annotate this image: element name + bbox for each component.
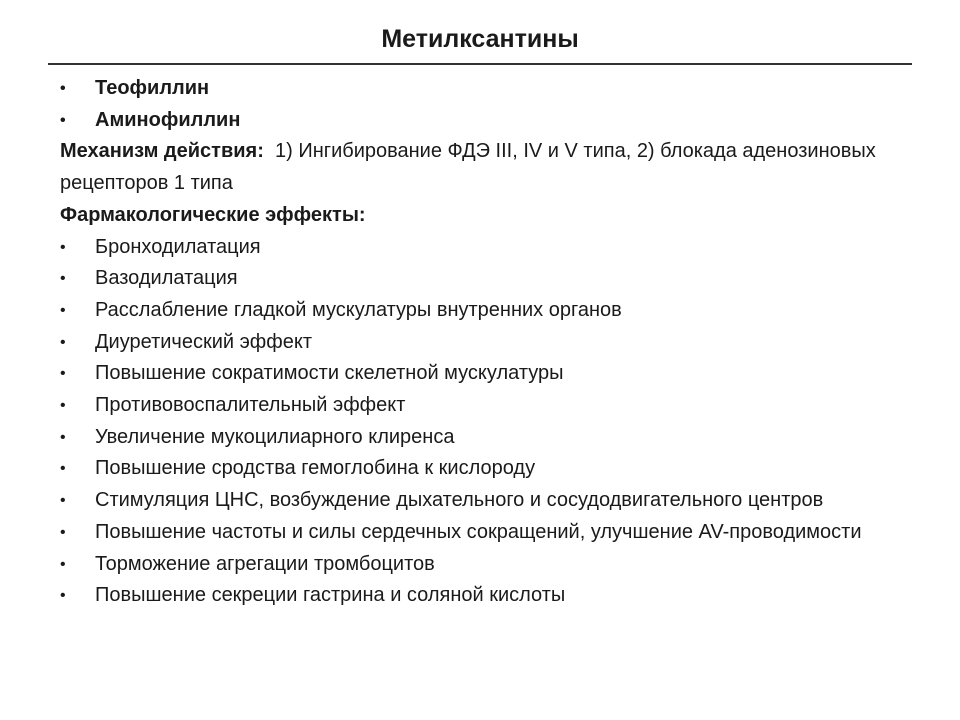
effect-text: Повышение частоты и силы сердечных сокращений, улучшение AV-проводимости bbox=[95, 520, 862, 543]
bullet-icon: • bbox=[60, 111, 66, 129]
mechanism-label: Механизм действия: bbox=[60, 140, 264, 163]
effect-item bbox=[60, 580, 890, 612]
bullet-icon: • bbox=[60, 587, 66, 605]
effect-text: Бронходилатация bbox=[95, 235, 261, 258]
effect-text: Расслабление гладкой мускулатуры внутренних органов bbox=[95, 298, 622, 321]
effect-item bbox=[60, 295, 890, 327]
effect-text: Вазодилатация bbox=[95, 267, 238, 290]
bullet-icon: • bbox=[60, 397, 66, 415]
effect-text: Повышение сократимости скелетной мускулатуры bbox=[95, 362, 564, 385]
bullet-icon: • bbox=[60, 428, 66, 446]
effect-text: Стимуляция ЦНС, возбуждение дыхательного и сосудодвигательного центров bbox=[95, 489, 824, 512]
mechanism-paragraph bbox=[60, 136, 890, 199]
effect-text: Повышение секреции гастрина и соляной кислоты bbox=[95, 584, 566, 607]
effect-item bbox=[60, 422, 890, 454]
effect-item bbox=[60, 549, 890, 581]
bullet-icon: • bbox=[60, 460, 66, 478]
drug-item-theophylline bbox=[60, 73, 890, 105]
effect-item bbox=[60, 232, 890, 264]
effect-text: Торможение агрегации тромбоцитов bbox=[95, 552, 435, 575]
effect-item bbox=[60, 327, 890, 359]
effect-item bbox=[60, 390, 890, 422]
bullet-icon: • bbox=[60, 555, 66, 573]
effect-text: Повышение сродства гемоглобина к кислороду bbox=[95, 457, 536, 480]
slide-content bbox=[60, 73, 890, 612]
drug-list bbox=[60, 73, 890, 136]
bullet-icon: • bbox=[60, 523, 66, 541]
effect-text: Диуретический эффект bbox=[95, 330, 312, 353]
drug-item-aminophylline bbox=[60, 105, 890, 137]
drug-name: Аминофиллин bbox=[95, 108, 241, 131]
effects-list bbox=[60, 232, 890, 612]
bullet-icon: • bbox=[60, 492, 66, 510]
title-divider bbox=[48, 63, 912, 65]
effect-item bbox=[60, 453, 890, 485]
mechanism-text: 1) Ингибирование ФДЭ III, IV и V типа, 2) блокада аденозиновых рецепторов 1 типа bbox=[60, 140, 876, 195]
bullet-icon: • bbox=[60, 333, 66, 351]
bullet-icon: • bbox=[60, 80, 66, 97]
bullet-icon: • bbox=[60, 301, 66, 319]
slide-title: Метилксантины bbox=[381, 25, 579, 53]
effect-item bbox=[60, 517, 890, 549]
effect-text: Увеличение мукоцилиарного клиренса bbox=[95, 425, 455, 448]
effects-heading: Фармакологические эффекты: bbox=[60, 203, 366, 226]
bullet-icon: • bbox=[60, 365, 66, 383]
effect-item bbox=[60, 485, 890, 517]
bullet-icon: • bbox=[60, 270, 66, 288]
bullet-icon: • bbox=[60, 238, 66, 256]
drug-name: Теофиллин bbox=[95, 77, 210, 99]
effect-item bbox=[60, 263, 890, 295]
effect-text: Противовоспалительный эффект bbox=[95, 394, 406, 417]
effect-item bbox=[60, 358, 890, 390]
